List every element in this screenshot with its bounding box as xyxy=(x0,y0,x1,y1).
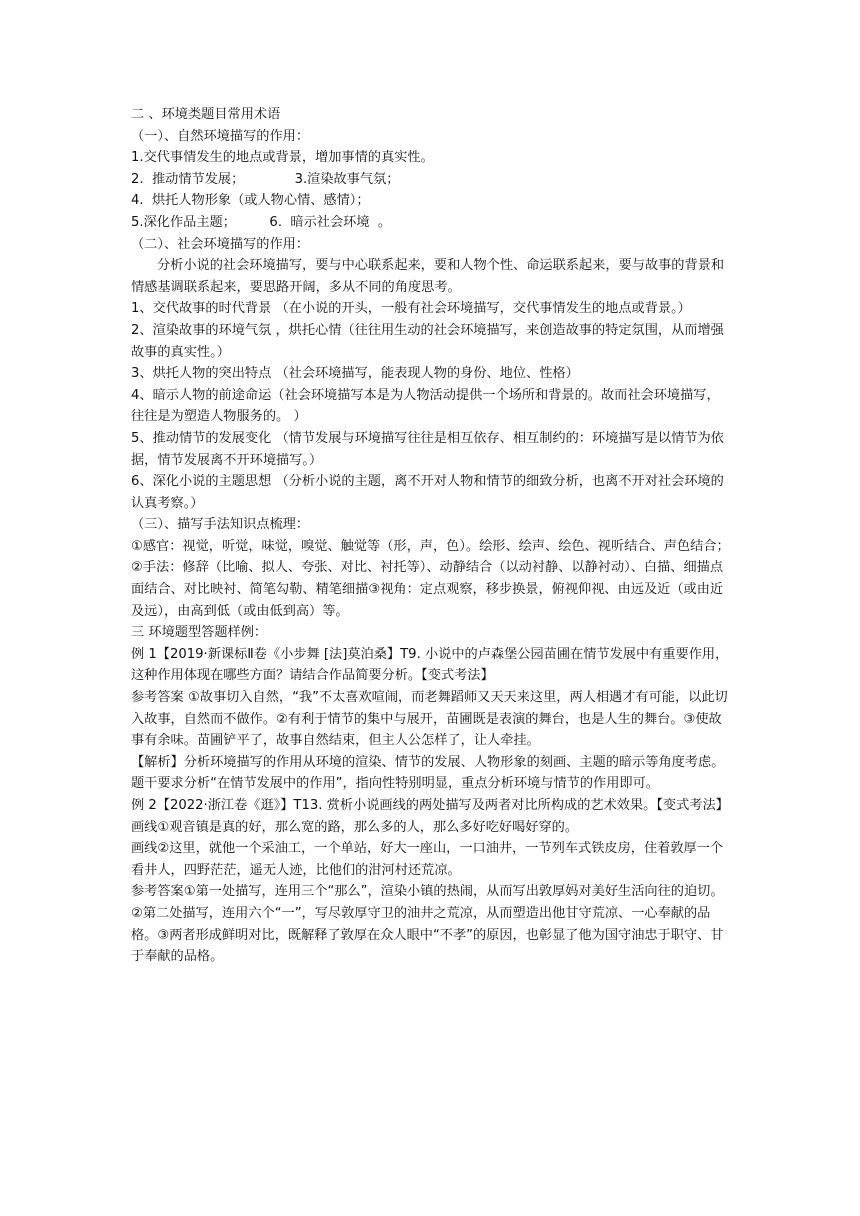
examples-title: 三 环境题型答题样例： xyxy=(131,625,268,641)
section-heading: 二 、环境类题目常用术语 xyxy=(131,107,281,122)
social-env-item: 3、烘托人物的突出特点 （社会环境描写，能表现人物的身份、地位、性格） xyxy=(131,366,579,382)
natural-env-item: 4. 烘托人物形象（或人物心情、感情）； xyxy=(131,193,370,209)
example-2-question: 例 2【2022·浙江卷《逛》】T13. 赏析小说画线的两处描写及两者对比所构成的艺术效果。【变式考法】 xyxy=(131,798,729,813)
natural-env-item: 1.交代事情发生的地点或背景，增加事情的真实性。 xyxy=(131,150,434,166)
natural-env-item: 2. 推动情节发展； 3.渲染故事气氛； xyxy=(131,171,400,187)
example-1-question: 例 1【2019·新课标Ⅱ卷《小步舞 [法]莫泊桑】T9. 小说中的卢森堡公园苗圃在情节发展中有重要作用，这种作用体现在哪些方面？请结合作品简要分析。【变式考法】 xyxy=(131,646,729,684)
example-2-line-2: 画线②这里，就他一个采油工，一个单站，好大一座山，一口油井，一节列车式铁皮房，住着敦厚一个看井人，四野茫茫，遥无人迹，比他们的泔河村还荒凉。 xyxy=(131,841,724,878)
technique-body: ①感官：视觉，听觉，味觉，嗅觉、触觉等（形，声，色）。绘形、绘声、绘色、视听结合、声色结合；②手法：修辞（比喻、拟人、夸张、对比、衬托等）、动静结合（以动衬静、以静衬动）、白描、细描点面结合、对比映衬、简笔勾勒、精笔细描③视角：定点观察，移步换景，俯视仰视、由远及近（或由近及远），由高到低（或由低到高）等。 xyxy=(131,538,730,619)
social-env-item: 6、深化小说的主题思想 （分析小说的主题，离不开对人物和情节的细致分析，也离不开对社会环境的认真考察。） xyxy=(131,474,724,511)
example-1-analysis: 【解析】分析环境描写的作用从环境的渲染、情节的发展、人物形象的刻画、主题的暗示等角度考虑。题干要求分析“在情节发展中的作用”，指向性特别明显，重点分析环境与情节的作用即可。 xyxy=(131,754,725,792)
natural-env-item: 5.深化作品主题； 6. 暗示社会环境 。 xyxy=(131,214,392,230)
natural-env-title: （一）、自然环境描写的作用： xyxy=(131,128,310,144)
example-2-line-1: 画线①观音镇是真的好，那么宽的路，那么多的人，那么多好吃好喝好穿的。 xyxy=(131,819,579,835)
technique-title: （三）、描写手法知识点梳理： xyxy=(131,517,310,533)
social-env-item: 5、推动情节的发展变化 （情节发展与环境描写往往是相互依存、相互制约的：环境描写是以情节为依据，情节发展离不开环境描写。） xyxy=(131,430,724,468)
document-page xyxy=(131,104,731,968)
example-2-answer: 参考答案①第一处描写，连用三个“那么”，渲染小镇的热闹，从而写出敦厚妈对美好生活向往的迫切。②第二处描写，连用六个“一”，写尽敦厚守卫的油井之荒凉，从而塑造出他甘守荒凉、一心奉献的品格。③两者形成鲜明对比，既解释了敦厚在众人眼中“不孝”的原因，也彰显了他为国守油忠于职守、甘于奉献的品格。 xyxy=(131,884,724,965)
social-env-title: （二）、社会环境描写的作用： xyxy=(131,236,310,252)
social-env-item: 2、渲染故事的环境气氛 ，烘托心情（往往用生动的社会环境描写，来创造故事的特定氛围，从而增强故事的真实性。） xyxy=(131,322,724,360)
social-env-intro: 分析小说的社会环境描写，要与中心联系起来，要和人物个性、命运联系起来，要与故事的背景和情感基调联系起来，要思路开阔，多从不同的角度思考。 xyxy=(131,258,725,295)
example-1-answer: 参考答案 ①故事切入自然，“我”不太喜欢喧闹，而老舞蹈师又天天来这里，两人相遇才有可能，以此切入故事，自然而不做作。②有利于情节的集中与展开，苗圃既是表演的舞台，也是人生的舞台。③使故事有余味。苗圃铲平了，故事自然结束，但主人公怎样了，让人牵挂。 xyxy=(131,690,728,749)
social-env-item: 1、交代故事的时代背景 （在小说的开头，一般有社会环境描写，交代事情发生的地点或背景。） xyxy=(131,301,691,317)
social-env-item: 4、暗示人物的前途命运（社会环境描写本是为人物活动提供一个场所和背景的。故而社会环境描写，往往是为塑造人物服务的。 ） xyxy=(131,387,720,425)
